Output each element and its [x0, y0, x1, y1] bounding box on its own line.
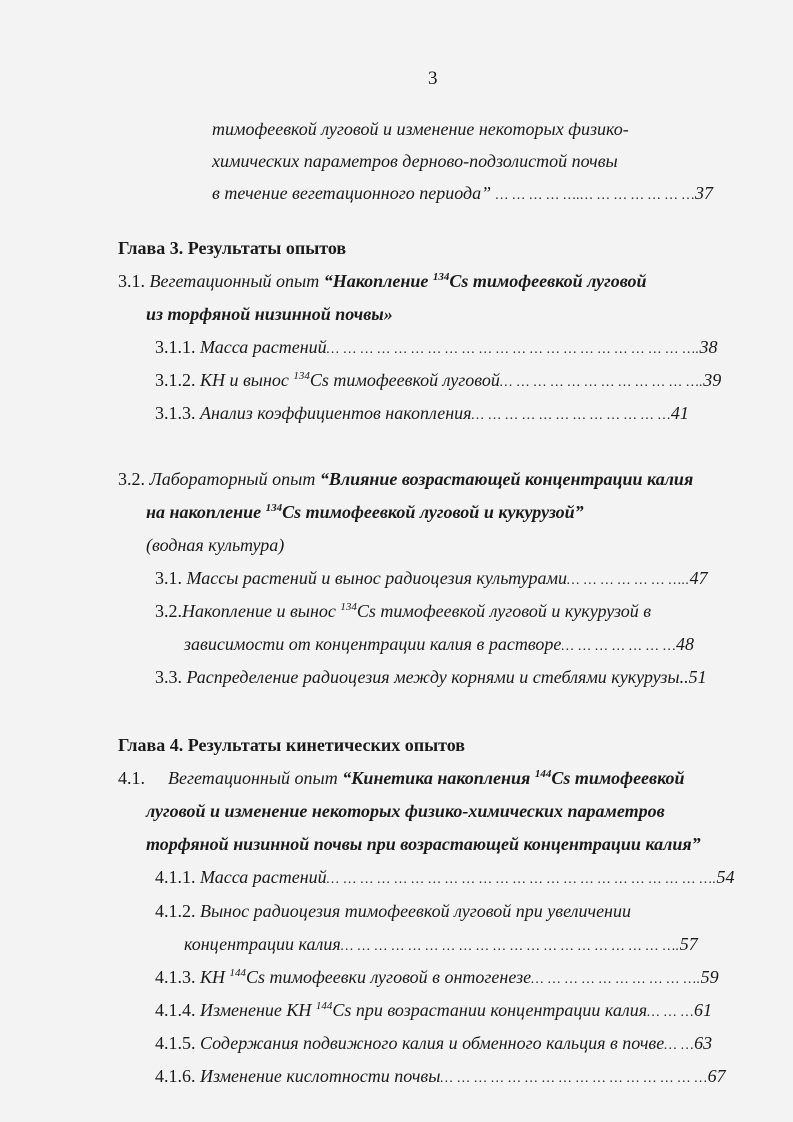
toc-entry-3-1-1 [155, 336, 718, 361]
toc-entry-3-2-2 [155, 600, 651, 622]
leader-dots: … … … … … … … … … … … …. [499, 375, 704, 390]
isotope-sup: 144 [315, 1000, 333, 1012]
toc-entry-4-1-5 [155, 1032, 712, 1057]
entry-num: 4.1.6. [155, 1066, 196, 1086]
isotope-sup: 144 [229, 967, 246, 979]
section-num: 4.1. [118, 768, 145, 788]
entry-num: 3.1. [155, 568, 182, 588]
isotope-sup: 134 [265, 502, 283, 514]
entry-num: 4.1.1. [155, 867, 196, 887]
leader-dots: … … … … … … … … … … … … [471, 408, 671, 423]
page-ref: 38 [699, 337, 718, 357]
section-title: Cs тимофеевкой [551, 768, 685, 788]
section-3-2-title-cont [146, 501, 584, 523]
page-ref: 61 [693, 1000, 712, 1020]
chapter-4-heading: Глава 4. Результаты кинетических опытов [118, 735, 466, 755]
toc-entry-3-1-3 [155, 402, 689, 427]
page-ref: 39 [703, 370, 722, 390]
section-3-2-subtitle: (водная культура) [146, 535, 285, 555]
entry-text: КН [200, 967, 225, 987]
section-title: Cs тимофеевкой луговой [449, 271, 647, 291]
entry-text: концентрации калия [184, 934, 341, 954]
section-title: на накопление [146, 502, 262, 522]
page-number: 3 [428, 68, 438, 89]
isotope-sup: 134 [340, 601, 357, 613]
entry-text: КН и вынос [200, 370, 289, 390]
entry-text: Изменение КН [200, 1000, 312, 1020]
entry-text: Вынос радиоцезия тимофеевкой луговой при увеличении [200, 901, 631, 921]
section-4-1-title-cont-2: торфяной низинной почвы при возрастающей концентрации калия” [146, 834, 701, 854]
section-prefix: Вегетационный опыт [149, 271, 320, 291]
leader-dots: … … … … … … … … … …. [531, 972, 701, 987]
leader-dots: .. [679, 667, 689, 687]
chapter-3-heading: Глава 3. Результаты опытов [118, 238, 347, 258]
toc-entry-4-1-3 [155, 966, 719, 991]
entry-text: Массы растений и вынос радиоцезия культурами [186, 568, 567, 588]
entry-text: Cs тимофеевкой луговой и кукурузой в [356, 601, 652, 621]
entry-num: 4.1.5. [155, 1033, 196, 1053]
section-title: “Влияние возрастающей концентрации калия [319, 469, 694, 489]
section-num: 3.2. [118, 469, 145, 489]
page-ref: 37 [695, 183, 713, 203]
section-3-2-title [118, 468, 693, 490]
section-3-1-title-cont: из торфяной низинной почвы» [146, 304, 393, 324]
section-num: 3.1. [118, 271, 145, 291]
entry-text: Изменение кислотности почвы [200, 1066, 441, 1086]
entry-num: 3.1.2. [155, 370, 196, 390]
toc-entry-4-1-6 [155, 1065, 726, 1090]
leader-dots: … … [664, 1038, 695, 1053]
entry-text: Содержания подвижного калия и обменного кальция в почве [200, 1033, 665, 1053]
page-ref: 54 [716, 867, 735, 887]
leader-dots: … … … … … … … … … … … … … … … … … … … … … … …. [326, 872, 717, 887]
page-ref: 67 [707, 1066, 726, 1086]
toc-entry-cont [212, 182, 713, 207]
entry-text: Масса растений [200, 867, 327, 887]
isotope-sup: 144 [534, 768, 552, 780]
cont-line-1: тимофеевкой луговой и изменение некоторых физико- [212, 119, 629, 139]
leader-dots: … … … … … … … … … … … … … … … … … … … …. [340, 939, 680, 954]
entry-num: 3.1.3. [155, 403, 196, 423]
section-3-1-title [118, 270, 647, 292]
toc-entry-3-2-1 [155, 567, 708, 592]
entry-num: 4.1.3. [155, 967, 196, 987]
entry-text: Cs тимофеевкой луговой [309, 370, 500, 390]
toc-entry-4-1-4 [155, 999, 712, 1024]
toc-entry-4-1-2 [155, 900, 631, 922]
page-ref: 48 [676, 634, 695, 654]
cont-line-3: в течение вегетационного периода” [212, 183, 492, 203]
section-prefix: Лабораторный опыт [149, 469, 316, 489]
toc-entry-3-1-2 [155, 369, 721, 394]
section-title: “Кинетика накопления [342, 768, 531, 788]
leader-dots: … … … … … … … [561, 639, 677, 654]
section-prefix: Вегетационный опыт [168, 768, 338, 788]
section-4-1-title-cont-1: луговой и изменение некоторых физико-химических параметров [146, 801, 665, 821]
entry-text: Масса растений [200, 337, 327, 357]
cont-line-2: химических параметров дерново-подзолистой почвы [212, 151, 618, 171]
page-ref: 51 [688, 667, 707, 687]
page-ref: 47 [689, 568, 708, 588]
section-title: Cs тимофеевкой луговой и кукурузой” [282, 502, 584, 522]
entry-text: Накопление и вынос [182, 601, 336, 621]
page-ref: 41 [670, 403, 689, 423]
entry-num: 4.1.4. [155, 1000, 196, 1020]
entry-num: 3.2. [155, 601, 182, 621]
isotope-sup: 134 [432, 271, 450, 283]
toc-entry-3-3 [155, 666, 707, 688]
page-ref: 59 [700, 967, 719, 987]
entry-num: 4.1.2. [155, 901, 196, 921]
leader-dots: … … … [647, 1005, 694, 1020]
section-title: “Накопление [323, 271, 429, 291]
page-ref: 57 [679, 934, 698, 954]
entry-text: Cs при возрастании концентрации калия [332, 1000, 648, 1020]
section-4-1-title [118, 767, 685, 789]
entry-text: Анализ коэффициентов накопления [200, 403, 472, 423]
entry-text: Cs тимофеевки луговой в онтогенезе [245, 967, 532, 987]
toc-entry-4-1-2-cont [184, 933, 698, 958]
entry-num: 3.1.1. [155, 337, 196, 357]
leader-dots: … … … … … … ….. [566, 573, 690, 588]
isotope-sup: 134 [293, 370, 310, 382]
entry-text: Распределение радиоцезия между корнями и стеблями кукурузы [186, 667, 680, 687]
leader-dots: … … … … ….… … … … … … … [495, 188, 695, 203]
entry-num: 3.3. [155, 667, 182, 687]
leader-dots: … … … … … … … … … … … … … … … … … … … … … …. [326, 342, 700, 357]
toc-entry-4-1-1 [155, 866, 734, 891]
leader-dots: … … … … … … … … … … … … … … … … [440, 1071, 708, 1086]
page-ref: 63 [694, 1033, 713, 1053]
entry-text: зависимости от концентрации калия в растворе [184, 634, 562, 654]
toc-entry-3-2-2-cont [184, 633, 694, 658]
